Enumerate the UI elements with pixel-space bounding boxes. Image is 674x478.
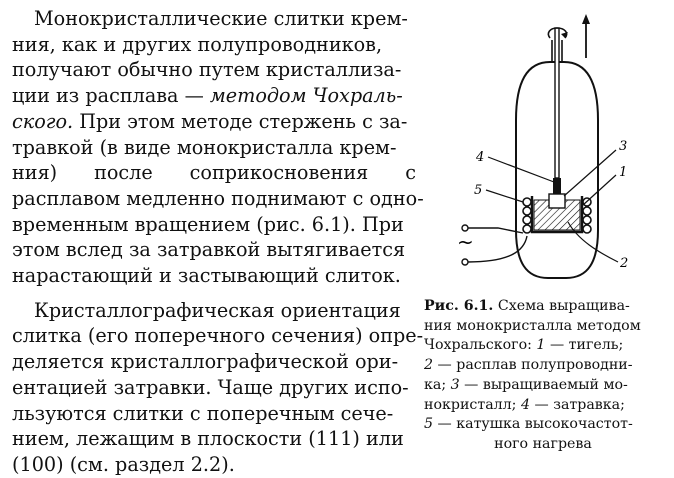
caption-fragment: — тигель; bbox=[545, 337, 624, 354]
text-fragment: При этом методе стержень с за- bbox=[73, 109, 408, 133]
text-line bbox=[12, 160, 416, 186]
text-line: ния, как и других полупроводников, bbox=[12, 32, 383, 56]
caption-fragment: нокристалл; bbox=[424, 396, 521, 413]
caption-fragment: — расплав полупроводни- bbox=[433, 357, 633, 374]
terminal-bottom bbox=[462, 259, 468, 265]
method-name-italic: ского. bbox=[12, 109, 74, 133]
leader-3 bbox=[564, 150, 616, 196]
caption-line bbox=[424, 415, 662, 435]
text-line: слитка (его поперечного сечения) опре- bbox=[12, 324, 424, 348]
caption-number: 2 bbox=[424, 357, 434, 374]
text-line: травкой (в виде монокристалла крем- bbox=[12, 135, 397, 159]
leader-4 bbox=[488, 157, 554, 182]
lift-arrowhead-icon bbox=[582, 14, 590, 24]
seed-crystal bbox=[553, 178, 561, 194]
label-1: 1 bbox=[619, 165, 628, 180]
caption-number: 3 bbox=[450, 376, 460, 393]
ac-symbol: ~ bbox=[457, 230, 474, 254]
leader-1 bbox=[583, 175, 616, 205]
caption-line bbox=[424, 297, 662, 317]
caption-line bbox=[424, 336, 662, 356]
czochralski-diagram bbox=[428, 0, 674, 300]
text-line: Монокристаллические слитки крем- bbox=[34, 7, 408, 30]
word: соприкосновения bbox=[189, 161, 369, 185]
word: с bbox=[405, 161, 416, 185]
word: ния) bbox=[12, 161, 58, 185]
caption-fragment: — выращиваемый мо- bbox=[459, 376, 628, 393]
growing-crystal bbox=[549, 194, 565, 208]
text-line: деляется кристаллографической ори- bbox=[12, 350, 399, 374]
caption-number: 4 bbox=[520, 396, 531, 413]
caption-line bbox=[424, 376, 662, 396]
caption-fragment: Чохральского: bbox=[424, 337, 537, 354]
figure-reference: Рис. 6.1. bbox=[424, 298, 494, 314]
text-fragment: ции из расплава — bbox=[12, 84, 210, 108]
label-3: 3 bbox=[619, 139, 628, 154]
label-2: 2 bbox=[620, 256, 629, 271]
text-line: Кристаллографическая ориентация bbox=[34, 298, 401, 322]
pull-rod bbox=[555, 28, 559, 178]
caption-line: ного нагрева bbox=[494, 435, 592, 452]
caption-fragment: Схема выращива- bbox=[493, 298, 630, 314]
czochralski-figure bbox=[428, 0, 674, 300]
text-line: (100) (см. раздел 2.2). bbox=[12, 452, 235, 476]
body-text bbox=[12, 6, 424, 478]
caption-fragment: ка; bbox=[424, 376, 451, 393]
label-5: 5 bbox=[474, 183, 483, 198]
text-line: временным вращением (рис. 6.1). При bbox=[12, 212, 404, 236]
text-line: этом вслед за затравкой вытягивается bbox=[12, 238, 406, 262]
caption-number: 5 bbox=[424, 416, 434, 433]
text-line: льзуются слитки с поперечным сече- bbox=[12, 401, 394, 425]
caption-line: ния монокристалла методом bbox=[424, 317, 641, 334]
caption-line bbox=[424, 356, 662, 376]
caption-fragment: — затравка; bbox=[530, 396, 625, 413]
method-name-italic: методом Чохраль- bbox=[209, 84, 403, 108]
caption-fragment: — катушка высокочастот- bbox=[433, 416, 633, 433]
coil-lead-top bbox=[468, 228, 523, 233]
text-line: получают обычно путем кристаллиза- bbox=[12, 58, 402, 82]
caption-number: 1 bbox=[536, 337, 546, 354]
text-line: расплавом медленно поднимают с одно- bbox=[12, 186, 424, 210]
text-line bbox=[12, 83, 416, 109]
text-line: нарастающий и застывающий слиток. bbox=[12, 264, 401, 288]
text-line: ентацией затравки. Чаще других испо- bbox=[12, 375, 409, 399]
word: после bbox=[94, 161, 153, 185]
leader-5 bbox=[486, 190, 523, 202]
heating-coil-left bbox=[523, 198, 531, 233]
text-line bbox=[12, 109, 416, 135]
caption-line bbox=[424, 396, 662, 416]
figure-caption bbox=[424, 297, 662, 455]
text-line: нием, лежащим в плоскости (111) или bbox=[12, 427, 404, 451]
label-4: 4 bbox=[476, 150, 485, 165]
